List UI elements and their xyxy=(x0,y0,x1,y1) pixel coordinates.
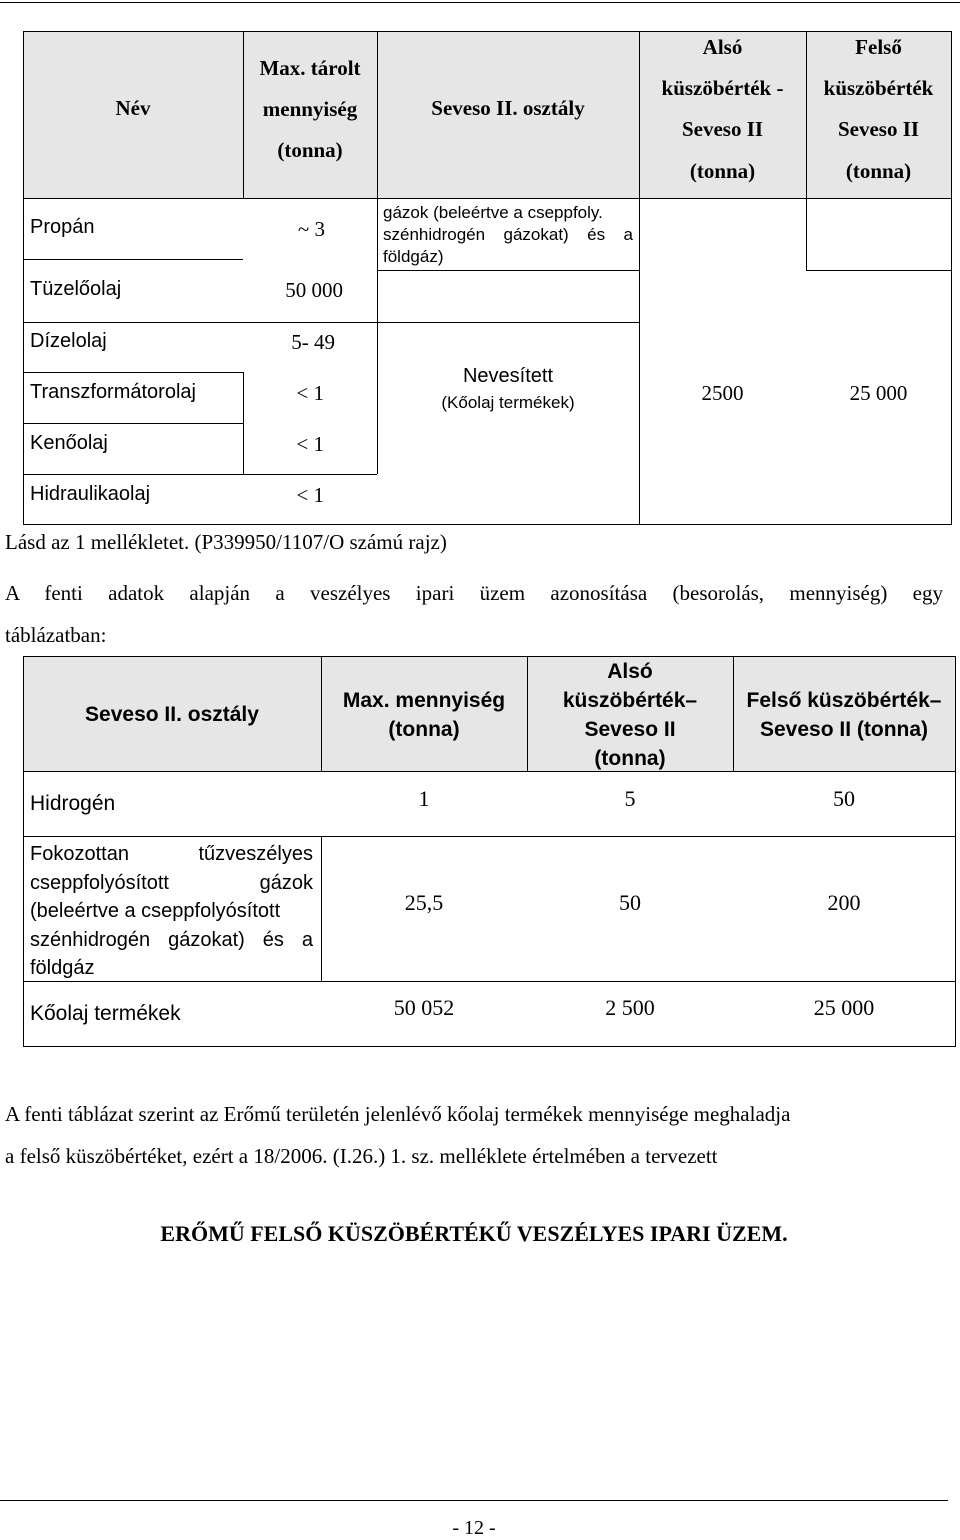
table1-rule xyxy=(23,423,243,424)
table2-header-lower-4: (tonna) xyxy=(594,747,666,770)
table2-row-name-line: cseppfolyósított gázok xyxy=(30,871,313,894)
table2-header-seveso-class: Seveso II. osztály xyxy=(85,703,259,726)
conclusion-line: a felső küszöbértéket, ezért a 18/2006. (I.26.) 1. sz. melléklete értelmében a tervezett xyxy=(5,1144,718,1168)
table2-col-rule xyxy=(733,656,734,771)
table1-header-max-qty-3: (tonna) xyxy=(277,138,343,162)
table1-row-qty: < 1 xyxy=(296,483,324,507)
table1-row-name: Hidraulikaolaj xyxy=(30,483,151,505)
table1-lower-value: 2500 xyxy=(701,381,744,405)
table1-header-name: Név xyxy=(115,96,151,120)
table1-row-qty: 5- 49 xyxy=(291,330,335,354)
table2-row-max: 50 052 xyxy=(393,995,455,1020)
table2-row-name-line: földgáz xyxy=(30,957,95,979)
table1-row-qty: < 1 xyxy=(296,432,324,456)
table2-row-name-line: Fokozottan tűzveszélyes xyxy=(30,843,313,865)
table1-row-qty: 50 000 xyxy=(285,278,343,302)
intro-line: A fenti adatok alapján a veszélyes ipari üzem azonosítása (besorolás, mennyiség) egy xyxy=(5,581,943,605)
table1-header-upper-2: küszöbérték xyxy=(823,76,934,100)
table1-class-named-title: Nevesített xyxy=(462,365,554,387)
table2-row-name-line: szénhidrogén gázokat) és a xyxy=(30,928,313,951)
table1-col-rule xyxy=(806,31,807,198)
table2-row-upper: 50 xyxy=(833,786,855,811)
table1-header-upper-4: (tonna) xyxy=(845,159,912,183)
table2-header-max-1: Max. mennyiség xyxy=(342,689,506,712)
table1-rule xyxy=(23,322,639,323)
conclusion-line: A fenti táblázat szerint az Erőmű területén jelenlévő kőolaj termékek mennyisége meghaladja xyxy=(5,1102,791,1126)
table1-upper-value: 25 000 xyxy=(849,381,908,405)
table1-col-rule xyxy=(639,31,640,525)
table2-row-name-line: (beleértve a cseppfolyósított xyxy=(30,900,281,922)
table2-row-lower: 50 xyxy=(619,890,641,915)
table2-row-lower: 2 500 xyxy=(605,995,655,1020)
table1-header-bottom xyxy=(23,198,952,199)
table1-header-upper-1: Felső xyxy=(855,35,902,59)
table1-col-rule xyxy=(243,31,244,198)
table2-border-right xyxy=(955,656,956,1047)
table2-row-upper: 25 000 xyxy=(813,995,875,1020)
table1-border-bottom xyxy=(23,524,952,525)
table1-border-right xyxy=(951,31,952,525)
table2-header-lower-2: küszöbérték– xyxy=(562,689,698,712)
table1-header-max-qty-2: mennyiség xyxy=(262,97,358,121)
table1-header-max-qty-1: Max. tárolt xyxy=(259,56,361,80)
table1-row-name: Kenőolaj xyxy=(30,432,108,454)
table1-class-named-sub: (Kőolaj termékek) xyxy=(441,393,575,412)
table1-row-name: Transzformátorolaj xyxy=(30,381,196,403)
table2-header-lower-3: Seveso II xyxy=(584,718,676,741)
table2-header-upper-2: Seveso II (tonna) xyxy=(759,718,929,741)
headline: ERŐMŰ FELSŐ KÜSZÖBÉRTÉKŰ VESZÉLYES IPARI ÜZEM. xyxy=(160,1221,788,1246)
table2-col-rule xyxy=(527,656,528,771)
table1-header-lower-2: küszöbérték - xyxy=(661,76,784,100)
table1-header-lower-4: (tonna) xyxy=(689,159,756,183)
table1-header-lower-1: Alsó xyxy=(702,35,743,59)
top-rule xyxy=(0,2,960,3)
table1-header-seveso-class: Seveso II. osztály xyxy=(431,96,585,120)
note-appendix: Lásd az 1 mellékletet. (P339950/1107/O számú rajz) xyxy=(5,530,447,554)
table1-row-qty: ~ 3 xyxy=(297,217,325,241)
table2-row-name: Kőolaj termékek xyxy=(30,1002,181,1025)
table2-header-lower-1: Alsó xyxy=(607,660,653,683)
table2-header-max-2: (tonna) xyxy=(388,718,460,741)
intro-line: táblázatban: xyxy=(5,623,107,647)
table2-header-upper-1: Felső küszöbérték– xyxy=(746,689,942,712)
conclusion-paragraph xyxy=(5,1093,950,1177)
table2-header-bottom xyxy=(23,771,956,772)
table2-border-top xyxy=(23,656,956,657)
table1-class-gas-line: földgáz) xyxy=(383,247,444,266)
table1-rule xyxy=(377,270,639,271)
table2-border-left xyxy=(23,656,24,1047)
table1-border-left xyxy=(23,31,24,525)
table1-row-name: Propán xyxy=(30,216,95,238)
table1-row-name: Dízelolaj xyxy=(30,330,107,352)
footer-rule xyxy=(0,1500,948,1501)
table2-row-name: Hidrogén xyxy=(30,792,116,815)
table2-row-max: 1 xyxy=(418,786,430,811)
table1-rule xyxy=(806,270,952,271)
table1-class-gas-line: gázok (beleértve a cseppfoly. xyxy=(383,203,603,222)
table2-row-upper: 200 xyxy=(827,890,861,915)
table2-row-name xyxy=(30,840,313,983)
table1-rule xyxy=(23,372,243,373)
table1-row-name: Tüzelőolaj xyxy=(30,278,122,300)
table1-row-qty: < 1 xyxy=(296,381,324,405)
intro-paragraph xyxy=(5,572,943,656)
table2-col-rule xyxy=(321,656,322,771)
table2-row-max: 25,5 xyxy=(404,890,444,915)
table1-rule xyxy=(23,259,243,260)
table1-class-gas xyxy=(383,202,633,268)
table2-row-lower: 5 xyxy=(624,786,636,811)
table1-col-rule xyxy=(806,198,807,270)
table1-rule xyxy=(23,474,377,475)
table2-border-bottom xyxy=(23,1046,956,1047)
table1-header-lower-3: Seveso II xyxy=(681,117,764,141)
page-number: - 12 - xyxy=(452,1517,496,1539)
table1-header-upper-3: Seveso II xyxy=(837,117,920,141)
table1-class-named xyxy=(377,362,639,416)
table1-class-gas-line: szénhidrogén gázokat) és a xyxy=(383,225,633,244)
table2-rule xyxy=(23,836,956,837)
table1-border-top xyxy=(23,31,952,32)
